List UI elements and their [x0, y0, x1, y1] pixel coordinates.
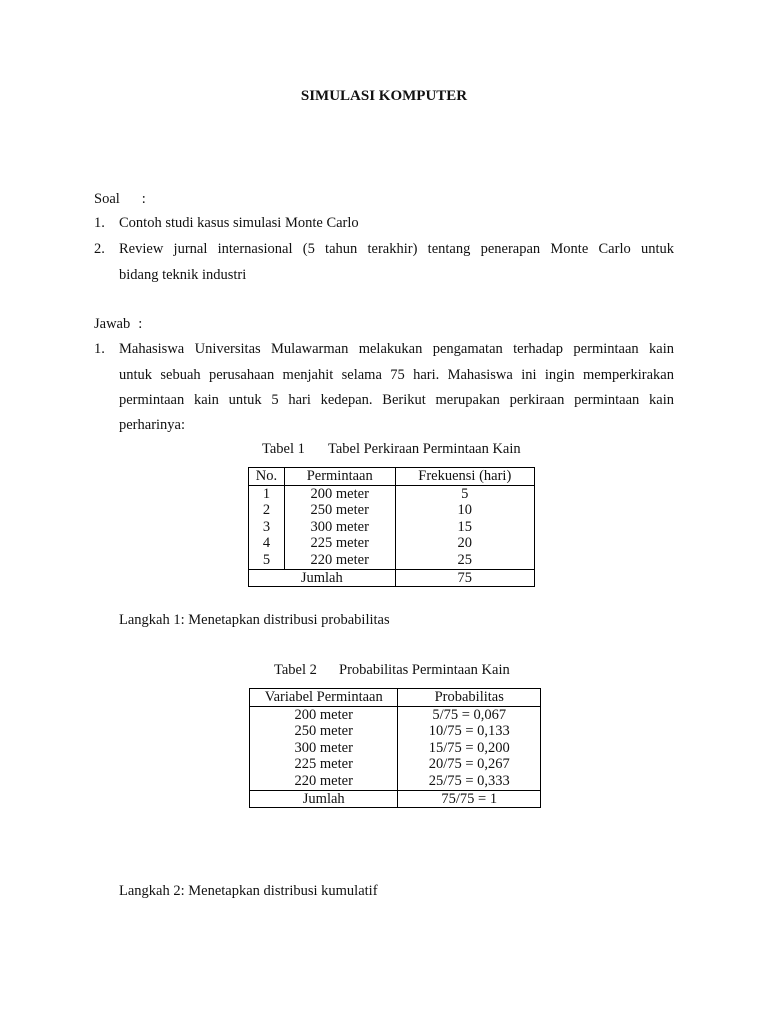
- table2-total-label: Jumlah: [250, 790, 398, 808]
- soal-item-1-text: Contoh studi kasus simulasi Monte Carlo: [119, 215, 359, 231]
- table2-caption-number: Tabel 2: [274, 662, 317, 678]
- table1-cell-no: 4: [249, 535, 285, 552]
- soal-item-1-number: 1.: [94, 215, 105, 231]
- table2-cell-variabel: 250 meter: [250, 723, 398, 740]
- soal-item-2-line-2: bidang teknik industri: [119, 267, 247, 283]
- table-row: [250, 706, 541, 723]
- table1-header-row: [249, 468, 535, 486]
- table1-header-cell: Frekuensi (hari): [395, 468, 534, 486]
- table1-cell-permintaan: 200 meter: [284, 485, 395, 502]
- table2-header-row: [250, 689, 541, 707]
- table1-cell-permintaan: 220 meter: [284, 552, 395, 569]
- table-row: [249, 519, 535, 536]
- table1-cell-frekuensi: 20: [395, 535, 534, 552]
- jawab-colon: :: [138, 316, 143, 332]
- page-title: SIMULASI KOMPUTER: [300, 88, 468, 104]
- table1-cell-frekuensi: 5: [395, 485, 534, 502]
- jawab-item-1-line-2: untuk sebuah perusahaan menjahit selama 75 hari. Mahasiswa ini ingin memperkirakan: [119, 367, 674, 383]
- table1-cell-no: 1: [249, 485, 285, 502]
- table1-caption-number: Tabel 1: [262, 441, 305, 457]
- table1-cell-permintaan: 300 meter: [284, 519, 395, 536]
- table1-cell-no: 2: [249, 502, 285, 519]
- soal-label: Soal: [94, 191, 120, 207]
- table1-cell-frekuensi: 25: [395, 552, 534, 569]
- table-row: [249, 535, 535, 552]
- table-row: [250, 723, 541, 740]
- soal-item-2-number: 2.: [94, 241, 105, 257]
- table2-cell-variabel: 200 meter: [250, 706, 398, 723]
- table2: [249, 688, 541, 808]
- soal-item-2-line-1: Review jurnal internasional (5 tahun terakhir) tentang penerapan Monte Carlo untuk: [119, 241, 674, 257]
- soal-colon: :: [141, 191, 146, 207]
- soal-heading: [94, 191, 146, 208]
- table2-total-value: 75/75 = 1: [398, 790, 541, 808]
- table2-header-cell: Variabel Permintaan: [250, 689, 398, 707]
- table1-cell-frekuensi: 15: [395, 519, 534, 536]
- table2-cell-probabilitas: 25/75 = 0,333: [398, 773, 541, 790]
- jawab-heading: [94, 316, 142, 333]
- table2-cell-probabilitas: 15/75 = 0,200: [398, 740, 541, 757]
- table2-header-cell: Probabilitas: [398, 689, 541, 707]
- step-1-text: Langkah 1: Menetapkan distribusi probabilitas: [119, 612, 390, 628]
- table-row: [250, 740, 541, 757]
- table1-cell-no: 5: [249, 552, 285, 569]
- jawab-item-1-line-1: Mahasiswa Universitas Mulawarman melakukan pengamatan terhadap permintaan kain: [119, 341, 674, 357]
- table1-caption: [262, 441, 521, 458]
- table1-total-label: Jumlah: [249, 569, 396, 587]
- table1-cell-frekuensi: 10: [395, 502, 534, 519]
- jawab-item-1-line-3: permintaan kain untuk 5 hari kedepan. Berikut merupakan perkiraan permintaan kain: [119, 392, 674, 408]
- table2-cell-probabilitas: 20/75 = 0,267: [398, 756, 541, 773]
- table2-caption: [274, 662, 510, 679]
- table-row: [249, 552, 535, 569]
- table2-caption-title: Probabilitas Permintaan Kain: [339, 662, 510, 678]
- jawab-item-1-line-4: perharinya:: [119, 417, 186, 433]
- table1-cell-no: 3: [249, 519, 285, 536]
- table-row: [249, 485, 535, 502]
- table2-cell-variabel: 225 meter: [250, 756, 398, 773]
- table1-cell-permintaan: 225 meter: [284, 535, 395, 552]
- table2-cell-probabilitas: 10/75 = 0,133: [398, 723, 541, 740]
- table1-cell-permintaan: 250 meter: [284, 502, 395, 519]
- table-row: [250, 773, 541, 790]
- table2-total-row: [250, 790, 541, 808]
- table-row: [250, 756, 541, 773]
- table1-caption-title: Tabel Perkiraan Permintaan Kain: [328, 441, 521, 457]
- table1-header-cell: No.: [249, 468, 285, 486]
- table1-header-cell: Permintaan: [284, 468, 395, 486]
- jawab-label: Jawab: [94, 316, 131, 332]
- table2-cell-probabilitas: 5/75 = 0,067: [398, 706, 541, 723]
- table1-total-row: [249, 569, 535, 587]
- table2-cell-variabel: 300 meter: [250, 740, 398, 757]
- table2-cell-variabel: 220 meter: [250, 773, 398, 790]
- table1: [248, 467, 535, 587]
- table-row: [249, 502, 535, 519]
- jawab-item-1-number: 1.: [94, 341, 105, 357]
- step-2-text: Langkah 2: Menetapkan distribusi kumulatif: [119, 883, 378, 899]
- table1-total-value: 75: [395, 569, 534, 587]
